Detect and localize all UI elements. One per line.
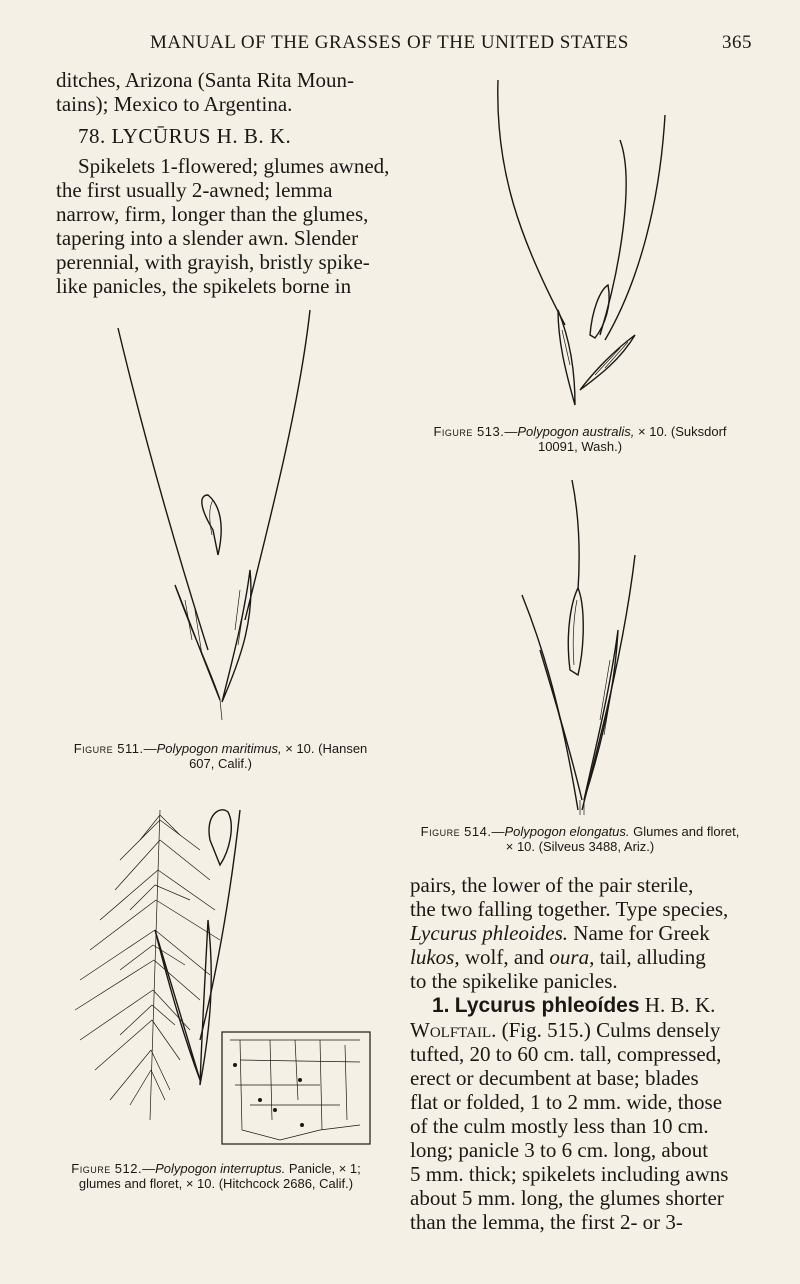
text-span: (Fig. 515.) Culms densely xyxy=(501,1018,721,1042)
figure-511-caption xyxy=(48,741,393,771)
text-span: Name for Greek xyxy=(573,921,710,945)
greek-word: oura, xyxy=(549,945,595,969)
caption-dash: — xyxy=(491,824,505,839)
left-column-top xyxy=(56,68,391,116)
text-line xyxy=(410,1018,750,1042)
figure-513-caption xyxy=(400,424,760,454)
figure-514-illustration xyxy=(500,470,660,815)
common-name: Wolftail. xyxy=(410,1018,497,1042)
text-line: perennial, with grayish, bristly spike- xyxy=(56,250,370,274)
caption-dash: — xyxy=(504,424,518,439)
running-header xyxy=(60,32,752,60)
caption-text: 607, Calif.) xyxy=(189,756,252,771)
text-line xyxy=(410,945,750,969)
genus-description xyxy=(56,154,391,298)
caption-species: Polypogon australis, xyxy=(517,424,635,439)
text-line: about 5 mm. long, the glumes shorter xyxy=(410,1186,724,1210)
species-name: Lycurus phleoídes xyxy=(454,994,640,1017)
text-line: pairs, the lower of the pair sterile, xyxy=(410,873,694,897)
text-line: tufted, 20 to 60 cm. tall, compressed, xyxy=(410,1042,722,1066)
text-line: narrow, firm, longer than the glumes, xyxy=(56,202,369,226)
page-number: 365 xyxy=(722,32,752,53)
text-line: long; panicle 3 to 6 cm. long, about xyxy=(410,1138,709,1162)
caption-text: × 10. (Suksdorf xyxy=(638,424,727,439)
text-line: ditches, Arizona (Santa Rita Moun- xyxy=(56,68,355,92)
species-number: 1. xyxy=(432,994,450,1017)
figure-511-illustration xyxy=(100,300,330,730)
us-range-map xyxy=(222,1032,370,1144)
text-line xyxy=(410,921,750,945)
caption-label: Figure 512. xyxy=(71,1161,143,1176)
species-heading-line xyxy=(410,993,750,1018)
greek-word: lukos, xyxy=(410,945,460,969)
figure-514-caption xyxy=(400,824,760,854)
text-line: tapering into a slender awn. Slender xyxy=(56,226,359,250)
text-line: erect or decumbent at base; blades xyxy=(410,1066,699,1090)
right-column-text xyxy=(410,873,750,1234)
text-line: the first usually 2-awned; lemma xyxy=(56,178,333,202)
text-line: the two falling together. Type species, xyxy=(410,897,729,921)
text-line: than the lemma, the first 2- or 3- xyxy=(410,1210,683,1234)
genus-heading: 78. LYCŪRUS H. B. K. xyxy=(78,124,292,148)
text-line: tains); Mexico to Argentina. xyxy=(56,92,293,116)
figure-512-caption xyxy=(40,1161,392,1191)
figure-513-illustration xyxy=(480,70,700,415)
caption-label: Figure 511. xyxy=(73,741,144,756)
text-line: Spikelets 1-flowered; glumes awned, xyxy=(78,154,390,178)
text-line: flat or folded, 1 to 2 mm. wide, those xyxy=(410,1090,723,1114)
caption-text: Panicle, × 1; xyxy=(288,1161,361,1176)
text-line: like panicles, the spikelets borne in xyxy=(56,274,352,298)
caption-species: Polypogon elongatus. xyxy=(504,824,630,839)
type-species: Lycurus phleoides. xyxy=(410,921,569,945)
caption-text: × 10. (Hansen xyxy=(285,741,368,756)
text-span: tail, alluding xyxy=(599,945,706,969)
caption-text: × 10. (Silveus 3488, Ariz.) xyxy=(505,839,655,854)
caption-text: Glumes and floret, xyxy=(633,824,740,839)
text-line: 5 mm. thick; spikelets including awns xyxy=(410,1162,729,1186)
caption-text: 10091, Wash.) xyxy=(537,439,623,454)
caption-species: Polypogon interruptus. xyxy=(155,1161,286,1176)
text-line: of the culm mostly less than 10 cm. xyxy=(410,1114,709,1138)
caption-species: Polypogon maritimus, xyxy=(156,741,282,756)
caption-label: Figure 513. xyxy=(433,424,505,439)
species-author: H. B. K. xyxy=(644,993,716,1017)
figure-512-illustration xyxy=(60,800,380,1150)
text-span: wolf, and xyxy=(464,945,545,969)
caption-text: glumes and floret, × 10. (Hitchcock 2686, Calif.) xyxy=(78,1176,354,1191)
caption-dash: — xyxy=(142,1161,156,1176)
text-line: to the spikelike panicles. xyxy=(410,969,618,993)
caption-label: Figure 514. xyxy=(420,824,492,839)
caption-dash: — xyxy=(143,741,157,756)
running-title: MANUAL OF THE GRASSES OF THE UNITED STATES xyxy=(150,32,629,53)
